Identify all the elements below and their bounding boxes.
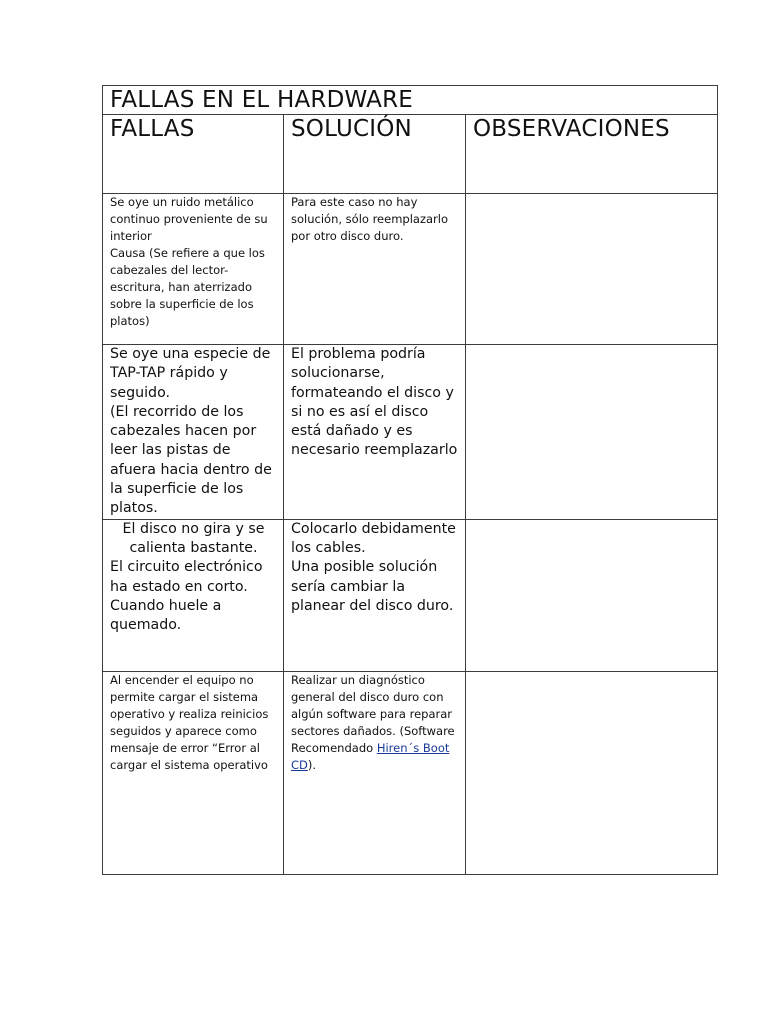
table-header-row — [103, 115, 718, 194]
table-row — [103, 519, 718, 671]
table-title: FALLAS EN EL HARDWARE — [103, 86, 718, 115]
observaciones-cell — [466, 345, 718, 520]
falla-cell — [103, 194, 284, 345]
observaciones-cell — [466, 194, 718, 345]
table-title-row — [103, 86, 718, 115]
solucion-cell — [284, 194, 466, 345]
table-row — [103, 671, 718, 874]
falla-cause-text: (El recorrido de los cabezales hacen por leer las pistas de afuera hacia dentro de la superficie de los platos. — [110, 403, 277, 517]
falla-text: El disco no gira y se calienta bastante. — [122, 520, 265, 556]
solucion-text: Para este caso no hay solución, sólo reemplazarlo por otro disco duro. — [291, 195, 452, 243]
falla-cell — [103, 345, 284, 520]
falla-cell — [103, 671, 284, 874]
falla-cause-text: El circuito electrónico ha estado en corto. — [110, 559, 268, 595]
falla-text: Al encender el equipo no permite cargar el sistema operativo y realiza reinicios seguidos y aparece como mensaje de error “Error al cargar el sistema operativo — [110, 672, 273, 772]
falla-cause-text: Causa (Se refiere a que los cabezales del lector-escritura, han aterrizado sobre la superficie de los platos) — [110, 246, 269, 328]
falla-symptom-text: Cuando huele a quemado. — [110, 597, 226, 634]
solucion-cell — [284, 519, 466, 671]
solucion-text: Realizar un diagnóstico general del disco duro con algún software para reparar sectores dañados. (Software Recomendado — [291, 672, 455, 755]
table-row — [103, 194, 718, 345]
falla-text: Se oye una especie de TAP-TAP rápido y seguido. — [110, 346, 275, 401]
observaciones-cell — [466, 519, 718, 671]
solucion-cell — [284, 345, 466, 520]
solucion-end-text: ). — [307, 757, 317, 772]
header-fallas: FALLAS — [103, 115, 284, 194]
falla-text: Se oye un ruido metálico continuo proveniente de su interior — [110, 195, 272, 243]
solucion-cell — [284, 671, 466, 874]
solucion-text: El problema podría solucionarse, formateando el disco y si no es así el disco está dañado y es necesario reemplazarlo — [291, 346, 459, 459]
solucion-text: Colocarlo debidamente los cables. — [291, 520, 461, 556]
falla-cell — [103, 519, 284, 671]
observaciones-cell — [466, 671, 718, 874]
hardware-failures-table — [102, 85, 718, 875]
hirens-boot-cd-link[interactable]: Hiren´s Boot CD — [291, 740, 450, 772]
header-solucion: SOLUCIÓN — [284, 115, 466, 194]
header-observaciones: OBSERVACIONES — [466, 115, 718, 194]
solucion-alt-text: Una posible solución sería cambiar la planear del disco duro. — [291, 559, 454, 614]
table-row — [103, 345, 718, 520]
